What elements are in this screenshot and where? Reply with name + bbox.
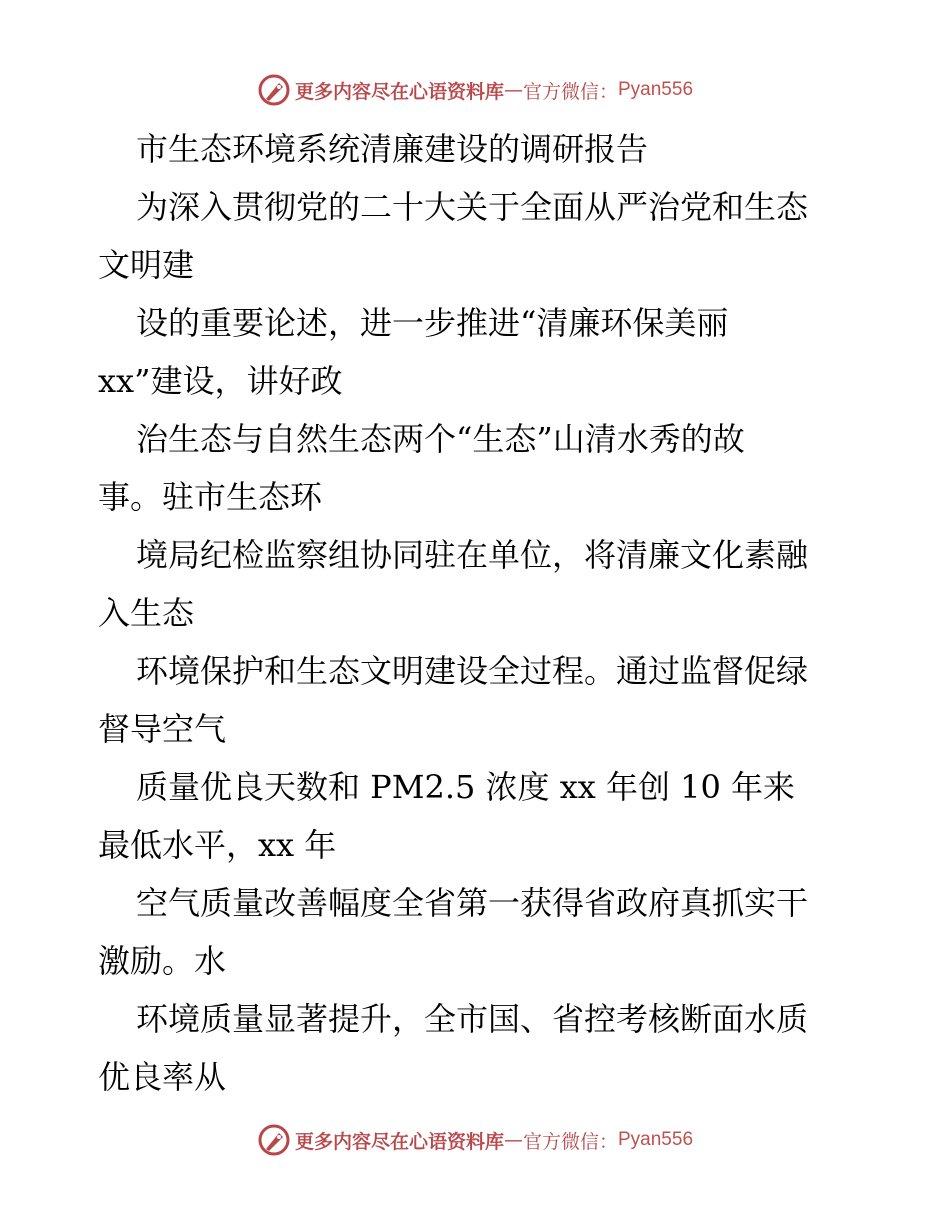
text-line: xx”建设，讲好政 [98, 362, 343, 400]
text-line: 治生态与自然生态两个“生态”山清水秀的故 [136, 420, 745, 458]
text-line: 事。驻市生态环 [98, 478, 323, 516]
document-body [98, 120, 858, 1106]
text-line: 环境质量显著提升，全市国、省控考核断面水质 [136, 1000, 809, 1038]
watermark-separator: — [503, 79, 523, 101]
text-line: 文明建 [98, 246, 195, 284]
text-line: 环境保护和生态文明建设全过程。通过监督促绿 [136, 652, 809, 690]
header-watermark [0, 70, 950, 110]
watermark-account: Pyan556 [618, 1129, 694, 1150]
text-line: 设的重要论述，进一步推进“清廉环保美丽 [136, 304, 729, 342]
watermark-brand: 更多内容尽在心语资料库 [294, 1130, 504, 1153]
text-line: 空气质量改善幅度全省第一获得省政府真抓实干 [136, 884, 809, 922]
text-line: 市生态环境系统清廉建设的调研报告 [136, 130, 649, 168]
text-line: 为深入贯彻党的二十大关于全面从严治党和生态 [136, 188, 809, 226]
text-line: 最低水平，xx 年 [98, 826, 337, 864]
watermark-official-label: 官方微信： [522, 1130, 618, 1153]
watermark-separator: — [503, 1129, 523, 1151]
text-line: 入生态 [98, 594, 195, 632]
watermark-account: Pyan556 [618, 79, 694, 100]
pen-nib-logo-icon [257, 1123, 291, 1157]
text-line: 境局纪检监察组协同驻在单位，将清廉文化素融 [136, 536, 809, 574]
text-line: 质量优良天数和 PM2.5 浓度 xx 年创 10 年来 [136, 768, 796, 806]
text-line: 优良率从 [98, 1058, 227, 1096]
watermark-brand: 更多内容尽在心语资料库 [294, 80, 504, 103]
pen-nib-logo-icon [257, 73, 291, 107]
footer-watermark [0, 1120, 950, 1160]
watermark-official-label: 官方微信： [522, 80, 618, 103]
text-line: 督导空气 [98, 710, 227, 748]
text-line: 激励。水 [98, 942, 227, 980]
